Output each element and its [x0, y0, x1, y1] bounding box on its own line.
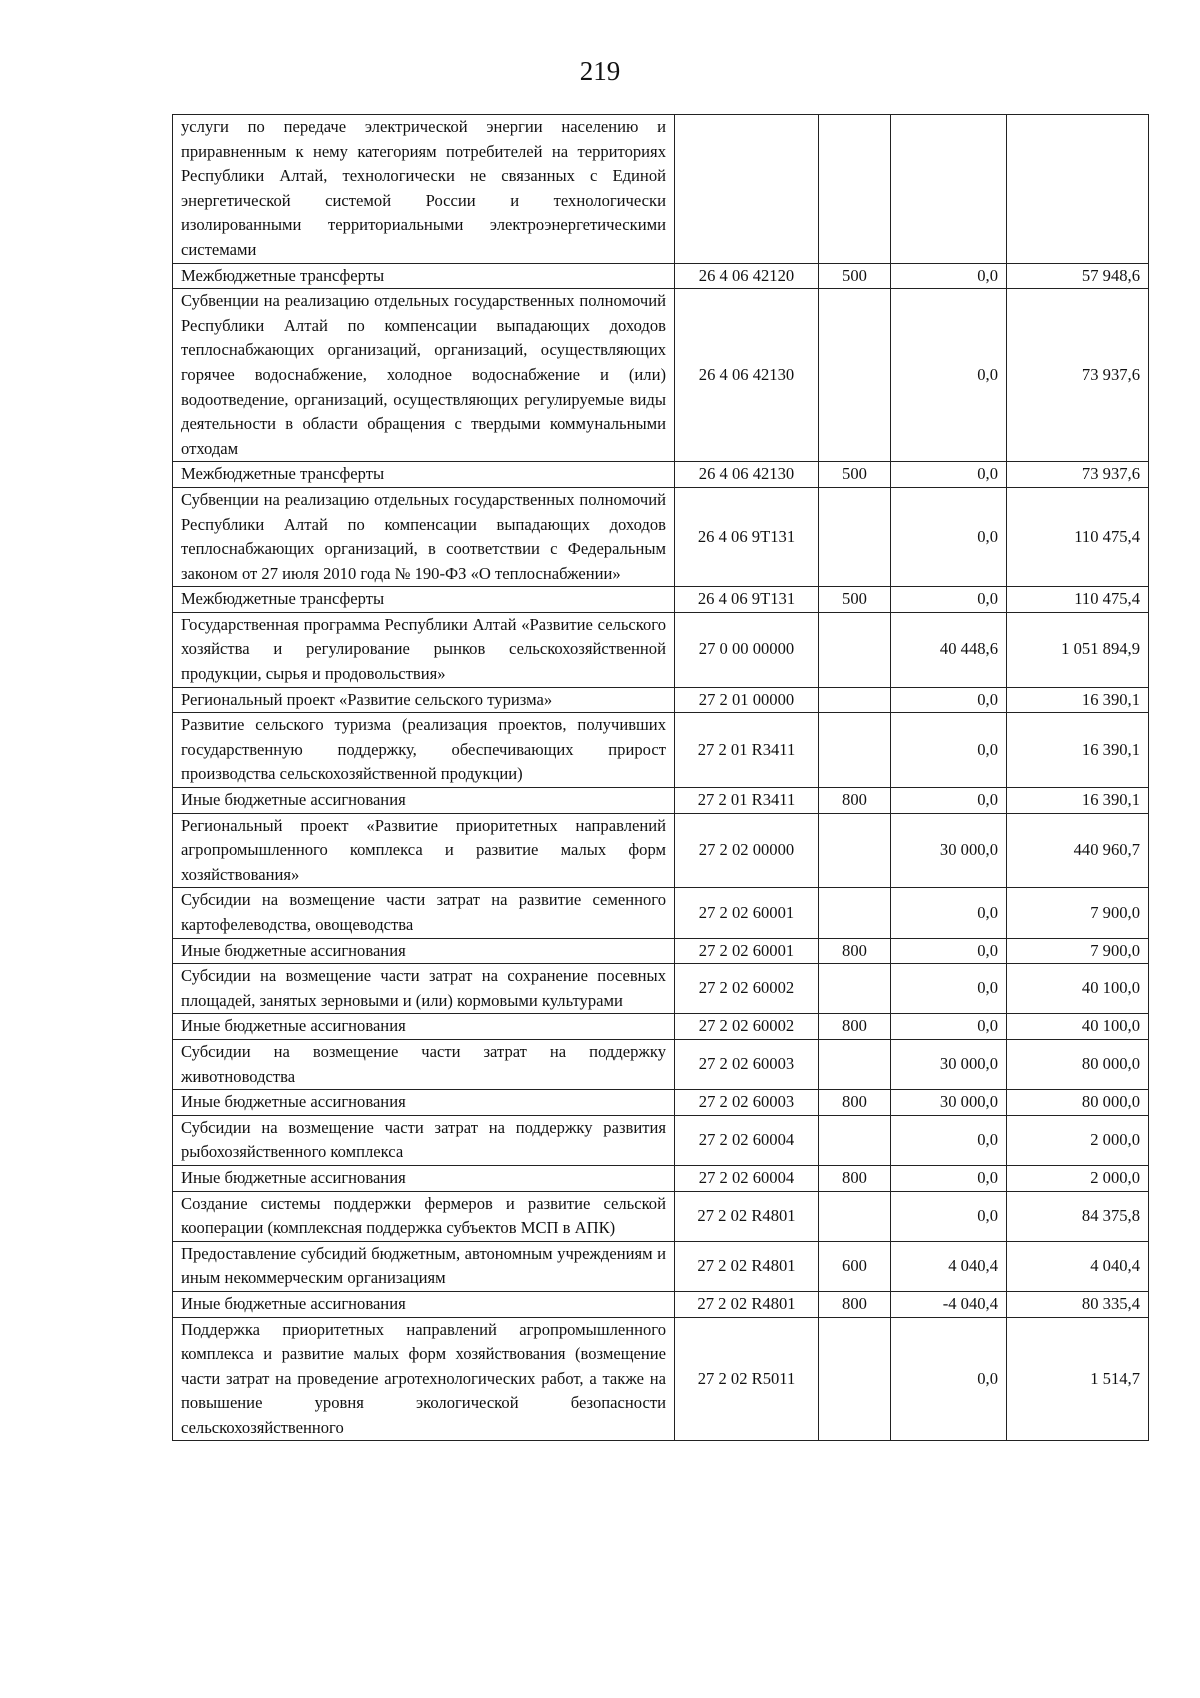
row-change-amount-cell: -4 040,4 — [891, 1291, 1007, 1317]
table-row — [173, 1165, 1149, 1191]
row-code-cell: 27 2 02 60001 — [675, 938, 819, 964]
table-row — [173, 788, 1149, 814]
row-code-cell: 26 4 06 42130 — [675, 462, 819, 488]
row-expense-type-cell — [819, 713, 891, 788]
row-code-cell: 27 2 01 00000 — [675, 687, 819, 713]
row-expense-type-cell: 500 — [819, 462, 891, 488]
row-code-cell: 26 4 06 42130 — [675, 289, 819, 462]
table-row — [173, 1317, 1149, 1441]
row-name-cell: Субвенции на реализацию отдельных государственных полномочий Республики Алтай по компенсации выпадающих доходов теплоснабжающих организаций, организаций, осуществляющих горячее водоснабжение, холодное водоснабжение и (или) водоотведение, организаций, осуществляющих регулируемые виды деятельности в области обращения с твердыми коммунальными отходам — [173, 289, 675, 462]
row-change-amount-cell: 0,0 — [891, 1014, 1007, 1040]
row-name-cell: Поддержка приоритетных направлений агропромышленного комплекса и развитие малых форм хозяйствования (возмещение части затрат на проведение агротехнологических работ, а также на повышение уровня экологической безопасности сельскохозяйственного — [173, 1317, 675, 1441]
table-row — [173, 612, 1149, 687]
row-code-cell: 27 2 01 R3411 — [675, 713, 819, 788]
table-row — [173, 1115, 1149, 1165]
row-name-cell: Иные бюджетные ассигнования — [173, 938, 675, 964]
row-total-amount-cell: 1 051 894,9 — [1007, 612, 1149, 687]
row-change-amount-cell: 0,0 — [891, 587, 1007, 613]
row-name-cell: Региональный проект «Развитие сельского туризма» — [173, 687, 675, 713]
row-name-cell: Развитие сельского туризма (реализация проектов, получивших государственную поддержку, обеспечивающих прирост производства сельскохозяйственной продукции) — [173, 713, 675, 788]
row-name-cell: Иные бюджетные ассигнования — [173, 1014, 675, 1040]
row-code-cell: 27 2 01 R3411 — [675, 788, 819, 814]
row-expense-type-cell — [819, 1317, 891, 1441]
row-change-amount-cell: 0,0 — [891, 1165, 1007, 1191]
table-row — [173, 462, 1149, 488]
row-code-cell: 27 2 02 60004 — [675, 1165, 819, 1191]
row-total-amount-cell: 7 900,0 — [1007, 938, 1149, 964]
row-name-cell: Межбюджетные трансферты — [173, 263, 675, 289]
row-name-cell: Субсидии на возмещение части затрат на развитие семенного картофелеводства, овощеводства — [173, 888, 675, 938]
row-total-amount-cell: 16 390,1 — [1007, 788, 1149, 814]
row-change-amount-cell: 0,0 — [891, 1115, 1007, 1165]
table-row — [173, 1241, 1149, 1291]
row-total-amount-cell: 2 000,0 — [1007, 1115, 1149, 1165]
row-change-amount-cell: 0,0 — [891, 964, 1007, 1014]
row-name-cell: Государственная программа Республики Алтай «Развитие сельского хозяйства и регулирование рынков сельскохозяйственной продукции, сырья и продовольствия» — [173, 612, 675, 687]
page-number: 219 — [579, 56, 621, 86]
row-change-amount-cell: 0,0 — [891, 888, 1007, 938]
row-name-cell: Субвенции на реализацию отдельных государственных полномочий Республики Алтай по компенсации выпадающих доходов теплоснабжающих организаций, в соответствии с Федеральным законом от 27 июля 2010 года № 190-ФЗ «О теплоснабжении» — [173, 487, 675, 586]
row-expense-type-cell — [819, 487, 891, 586]
row-change-amount-cell: 4 040,4 — [891, 1241, 1007, 1291]
row-change-amount-cell: 0,0 — [891, 263, 1007, 289]
row-total-amount-cell: 110 475,4 — [1007, 587, 1149, 613]
row-code-cell: 27 2 02 60001 — [675, 888, 819, 938]
row-change-amount-cell: 0,0 — [891, 938, 1007, 964]
row-name-cell: Межбюджетные трансферты — [173, 462, 675, 488]
row-total-amount-cell: 40 100,0 — [1007, 964, 1149, 1014]
table-row — [173, 1090, 1149, 1116]
table-row — [173, 587, 1149, 613]
row-change-amount-cell: 30 000,0 — [891, 1039, 1007, 1089]
row-code-cell: 27 2 02 60003 — [675, 1039, 819, 1089]
row-change-amount-cell — [891, 115, 1007, 264]
table-row — [173, 1191, 1149, 1241]
row-total-amount-cell: 440 960,7 — [1007, 813, 1149, 888]
row-code-cell: 27 2 02 60004 — [675, 1115, 819, 1165]
row-name-cell: Субсидии на возмещение части затрат на сохранение посевных площадей, занятых зерновыми и (или) кормовыми культурами — [173, 964, 675, 1014]
row-expense-type-cell: 500 — [819, 263, 891, 289]
row-expense-type-cell: 800 — [819, 938, 891, 964]
row-name-cell: Межбюджетные трансферты — [173, 587, 675, 613]
row-change-amount-cell: 30 000,0 — [891, 1090, 1007, 1116]
row-expense-type-cell — [819, 612, 891, 687]
row-code-cell: 26 4 06 9Т131 — [675, 487, 819, 586]
row-code-cell: 27 2 02 60002 — [675, 1014, 819, 1040]
table-row — [173, 487, 1149, 586]
row-total-amount-cell: 80 335,4 — [1007, 1291, 1149, 1317]
row-total-amount-cell: 4 040,4 — [1007, 1241, 1149, 1291]
table-row — [173, 263, 1149, 289]
row-code-cell: 26 4 06 42120 — [675, 263, 819, 289]
row-change-amount-cell: 40 448,6 — [891, 612, 1007, 687]
row-name-cell: услуги по передаче электрической энергии населению и приравненным к нему категориям потребителей на территориях Республики Алтай, технологически не связанных с Единой энергетической системой России и технологически изолированными территориальными электроэнергетическими системами — [173, 115, 675, 264]
row-code-cell: 26 4 06 9Т131 — [675, 587, 819, 613]
table-row — [173, 964, 1149, 1014]
row-total-amount-cell: 1 514,7 — [1007, 1317, 1149, 1441]
row-expense-type-cell — [819, 1115, 891, 1165]
row-code-cell: 27 2 02 60003 — [675, 1090, 819, 1116]
row-name-cell: Субсидии на возмещение части затрат на поддержку животноводства — [173, 1039, 675, 1089]
row-total-amount-cell: 84 375,8 — [1007, 1191, 1149, 1241]
row-change-amount-cell: 0,0 — [891, 687, 1007, 713]
row-total-amount-cell: 80 000,0 — [1007, 1039, 1149, 1089]
row-code-cell: 27 2 02 R5011 — [675, 1317, 819, 1441]
row-name-cell: Иные бюджетные ассигнования — [173, 1090, 675, 1116]
table-row — [173, 687, 1149, 713]
row-expense-type-cell: 800 — [819, 1014, 891, 1040]
table-row — [173, 813, 1149, 888]
row-change-amount-cell: 0,0 — [891, 1191, 1007, 1241]
row-code-cell: 27 0 00 00000 — [675, 612, 819, 687]
table-row — [173, 713, 1149, 788]
row-code-cell: 27 2 02 60002 — [675, 964, 819, 1014]
row-code-cell — [675, 115, 819, 264]
row-name-cell: Иные бюджетные ассигнования — [173, 1291, 675, 1317]
row-total-amount-cell: 73 937,6 — [1007, 289, 1149, 462]
budget-table — [172, 114, 1149, 1441]
row-expense-type-cell: 800 — [819, 1165, 891, 1191]
row-total-amount-cell: 73 937,6 — [1007, 462, 1149, 488]
row-total-amount-cell: 57 948,6 — [1007, 263, 1149, 289]
table-row — [173, 888, 1149, 938]
table-row — [173, 1039, 1149, 1089]
row-total-amount-cell: 2 000,0 — [1007, 1165, 1149, 1191]
row-change-amount-cell: 0,0 — [891, 713, 1007, 788]
row-expense-type-cell — [819, 888, 891, 938]
row-expense-type-cell — [819, 115, 891, 264]
table-row — [173, 1291, 1149, 1317]
row-change-amount-cell: 0,0 — [891, 788, 1007, 814]
row-expense-type-cell: 500 — [819, 587, 891, 613]
table-row — [173, 938, 1149, 964]
row-change-amount-cell: 0,0 — [891, 487, 1007, 586]
row-expense-type-cell — [819, 687, 891, 713]
row-change-amount-cell: 0,0 — [891, 1317, 1007, 1441]
row-expense-type-cell — [819, 813, 891, 888]
row-code-cell: 27 2 02 R4801 — [675, 1291, 819, 1317]
row-total-amount-cell: 7 900,0 — [1007, 888, 1149, 938]
row-name-cell: Создание системы поддержки фермеров и развитие сельской кооперации (комплексная поддержка субъектов МСП в АПК) — [173, 1191, 675, 1241]
row-total-amount-cell: 16 390,1 — [1007, 713, 1149, 788]
row-total-amount-cell: 40 100,0 — [1007, 1014, 1149, 1040]
row-code-cell: 27 2 02 00000 — [675, 813, 819, 888]
row-total-amount-cell: 80 000,0 — [1007, 1090, 1149, 1116]
row-total-amount-cell — [1007, 115, 1149, 264]
table-row — [173, 289, 1149, 462]
row-expense-type-cell: 800 — [819, 788, 891, 814]
row-expense-type-cell — [819, 964, 891, 1014]
table-row — [173, 1014, 1149, 1040]
row-name-cell: Субсидии на возмещение части затрат на поддержку развития рыбохозяйственного комплекса — [173, 1115, 675, 1165]
row-name-cell: Иные бюджетные ассигнования — [173, 1165, 675, 1191]
row-expense-type-cell: 800 — [819, 1291, 891, 1317]
row-code-cell: 27 2 02 R4801 — [675, 1191, 819, 1241]
row-code-cell: 27 2 02 R4801 — [675, 1241, 819, 1291]
row-expense-type-cell — [819, 1039, 891, 1089]
row-change-amount-cell: 0,0 — [891, 289, 1007, 462]
table-row — [173, 115, 1149, 264]
budget-table-body — [173, 115, 1149, 1441]
row-change-amount-cell: 0,0 — [891, 462, 1007, 488]
row-total-amount-cell: 16 390,1 — [1007, 687, 1149, 713]
row-expense-type-cell: 800 — [819, 1090, 891, 1116]
row-name-cell: Предоставление субсидий бюджетным, автономным учреждениям и иным некоммерческим организациям — [173, 1241, 675, 1291]
row-name-cell: Иные бюджетные ассигнования — [173, 788, 675, 814]
row-change-amount-cell: 30 000,0 — [891, 813, 1007, 888]
row-expense-type-cell — [819, 1191, 891, 1241]
row-expense-type-cell: 600 — [819, 1241, 891, 1291]
row-total-amount-cell: 110 475,4 — [1007, 487, 1149, 586]
row-name-cell: Региональный проект «Развитие приоритетных направлений агропромышленного комплекса и развитие малых форм хозяйствования» — [173, 813, 675, 888]
row-expense-type-cell — [819, 289, 891, 462]
